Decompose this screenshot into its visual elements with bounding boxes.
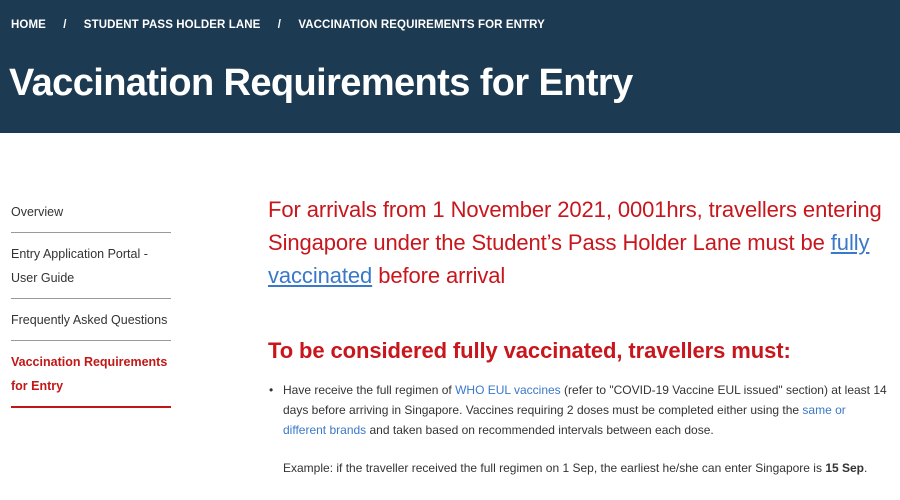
sidebar-nav (11, 190, 171, 408)
example-text: Example: if the traveller received the full regimen on 1 Sep, the earliest he/she can enter Singapore is (283, 461, 826, 475)
who-eul-vaccines-link[interactable]: WHO EUL vaccines (455, 383, 561, 397)
breadcrumb-home-link[interactable]: HOME (11, 19, 46, 31)
example-note (283, 458, 888, 478)
lead-notice (268, 193, 888, 292)
breadcrumb-student-pass-link[interactable]: STUDENT PASS HOLDER LANE (83, 19, 261, 31)
requirements-heading: To be considered fully vaccinated, travellers must: (268, 338, 791, 363)
requirements-list (268, 380, 888, 478)
breadcrumb-separator: / (277, 19, 282, 31)
example-end: . (864, 461, 868, 475)
same-or-different-brands-link[interactable]: same or different brands (283, 403, 846, 437)
req-text: and taken based on recommended intervals between each dose. (366, 423, 714, 437)
list-item (269, 380, 888, 478)
page-title: Vaccination Requirements for Entry (9, 62, 633, 104)
sidebar-item-overview[interactable]: Overview (11, 190, 171, 233)
breadcrumb-current-page[interactable]: VACCINATION REQUIREMENTS FOR ENTRY (298, 19, 545, 31)
req-text: Have receive the full regimen of (283, 383, 456, 397)
main-content (268, 193, 888, 478)
req-text: (refer to "COVID-19 Vaccine EUL issued" section) at least 14 days before arriving in Singapore. Vaccines requiring 2 doses must be completed either using the (283, 383, 887, 417)
page-header (0, 0, 900, 133)
breadcrumb (11, 19, 545, 31)
sidebar-item-faq[interactable]: Frequently Asked Questions (11, 299, 171, 341)
sidebar-item-user-guide[interactable]: Entry Application Portal - User Guide (11, 233, 171, 299)
lead-text-end: before arrival (372, 263, 506, 288)
fully-vaccinated-link[interactable]: fully vaccinated (268, 230, 870, 288)
breadcrumb-separator: / (63, 19, 67, 31)
lead-text: For arrivals from 1 November 2021, 0001hrs, travellers entering Singapore under the Student’s Pass Holder Lane must be (268, 197, 882, 255)
example-date: 15 Sep (825, 461, 865, 475)
sidebar-item-vaccination-requirements[interactable]: Vaccination Requirements for Entry (11, 341, 171, 408)
bullet-icon: • (269, 383, 274, 397)
